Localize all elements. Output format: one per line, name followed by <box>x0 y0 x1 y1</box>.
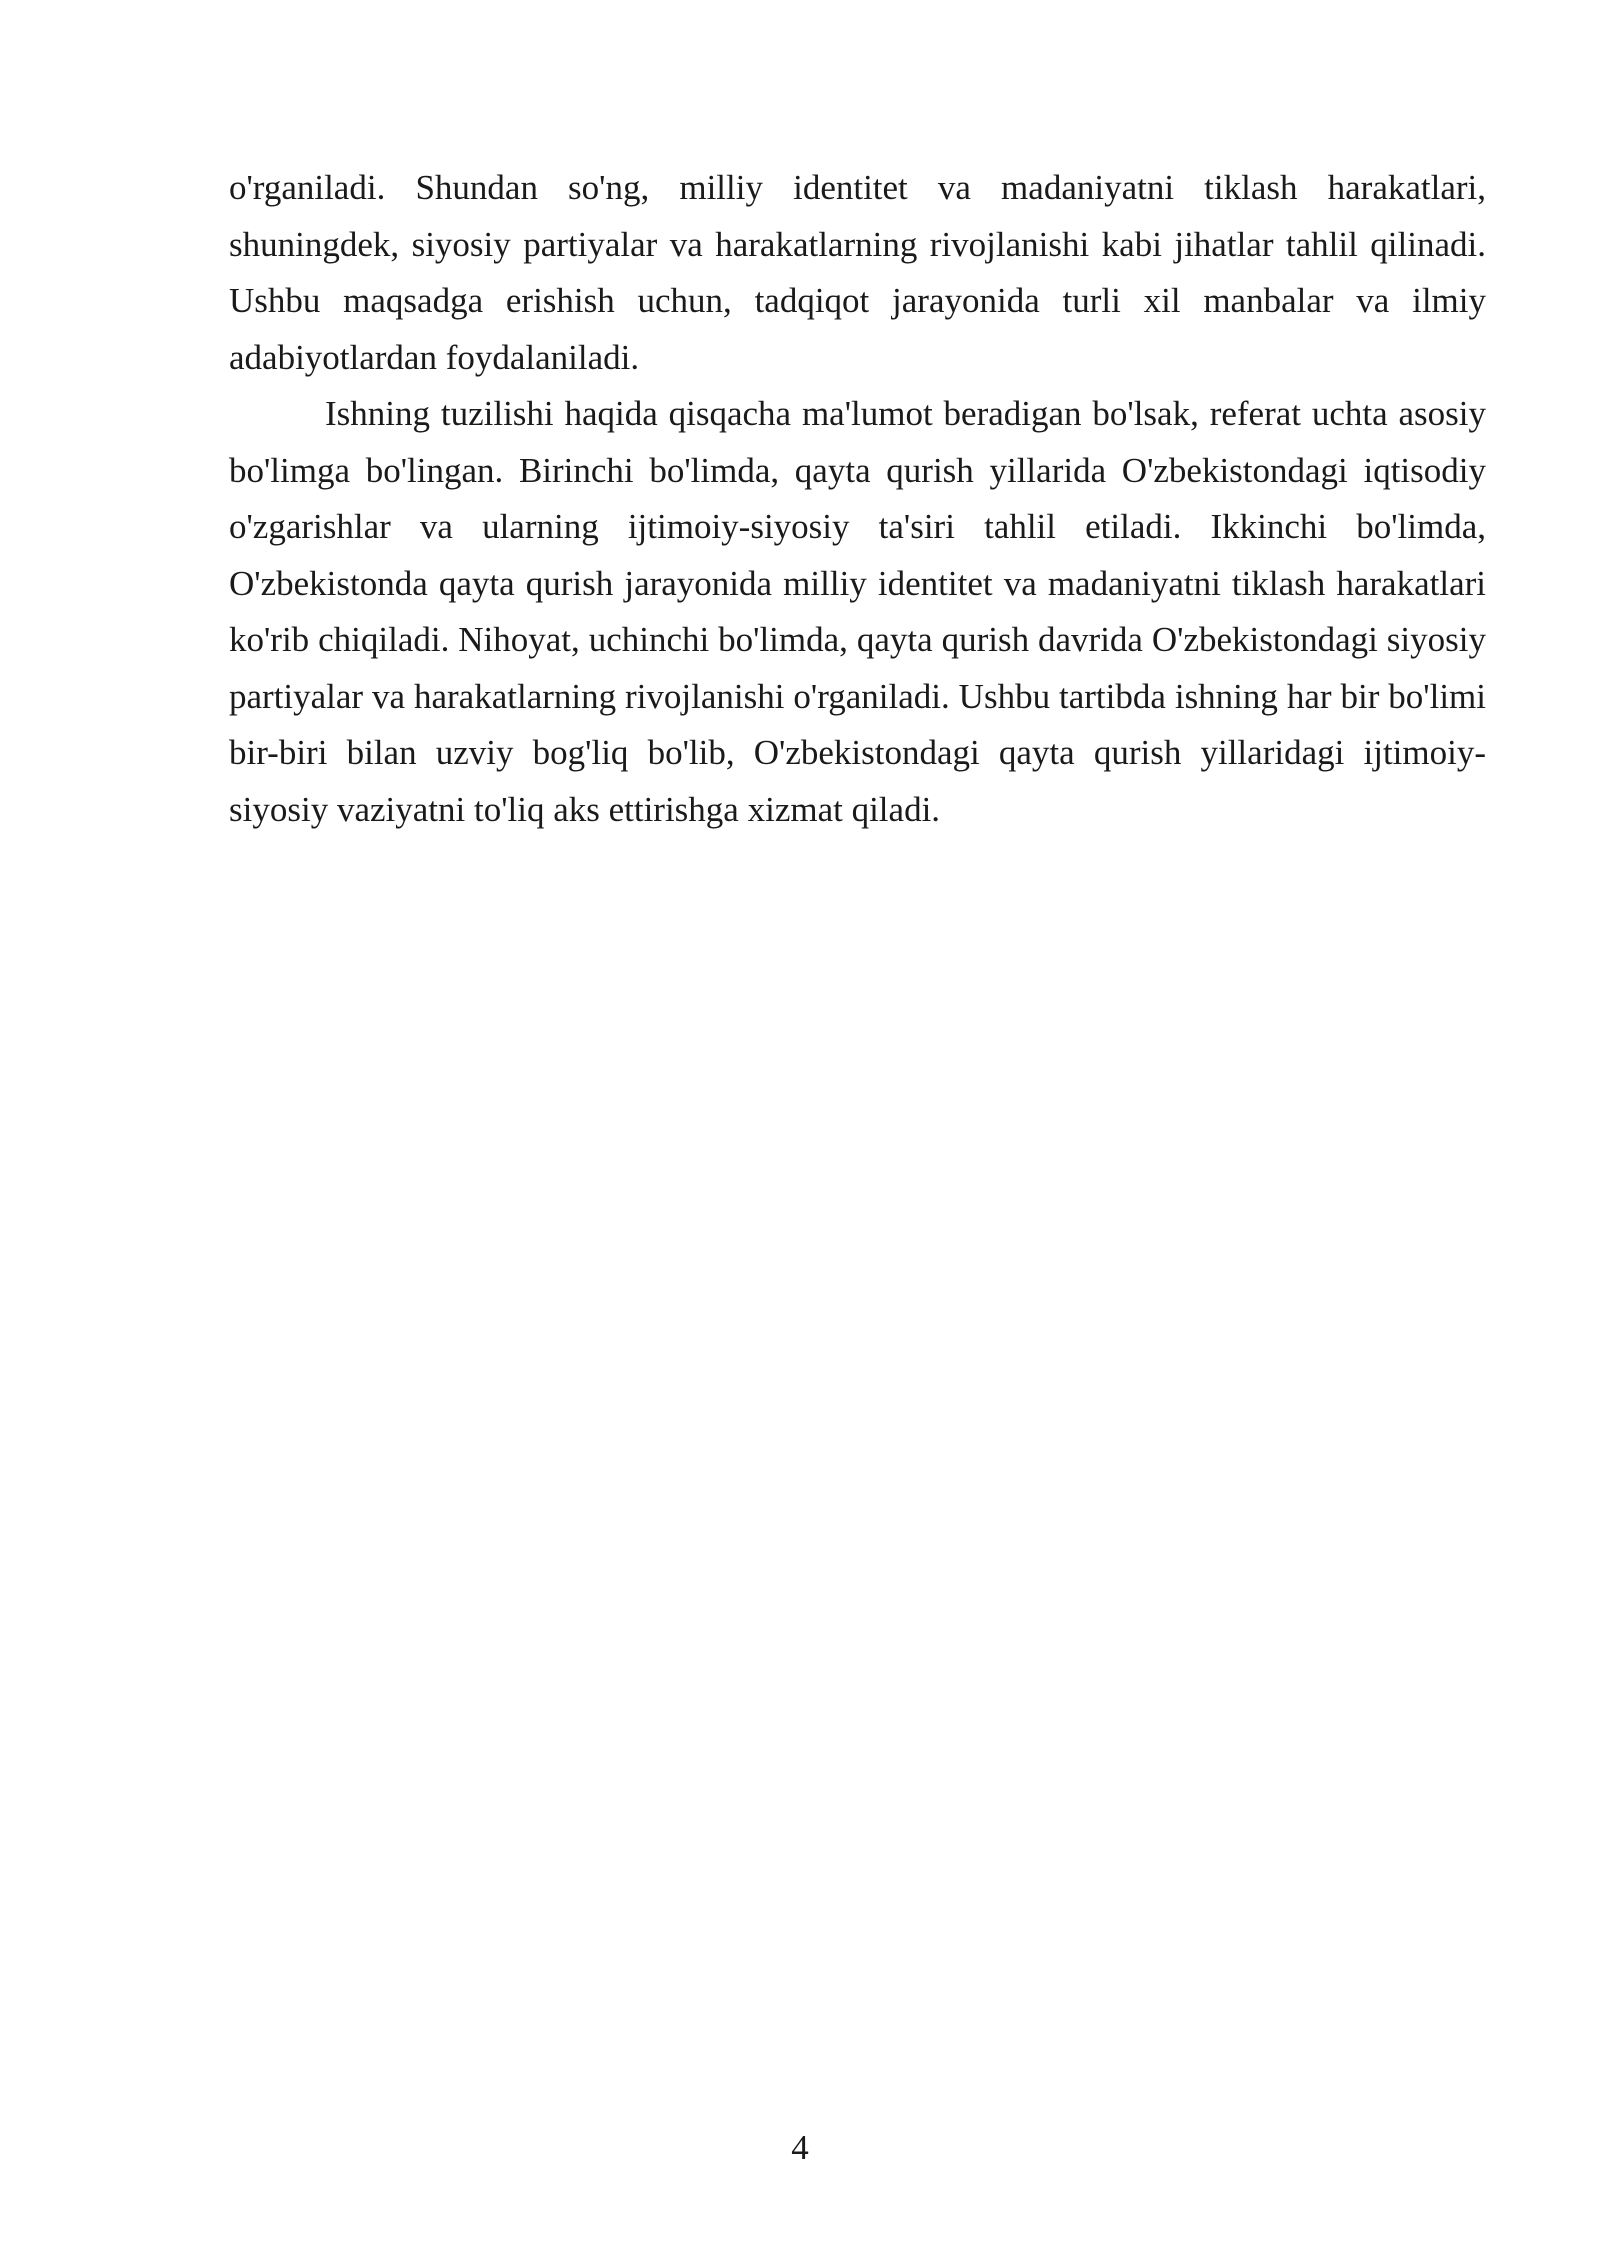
paragraph-continuation: o'rganiladi. Shundan so'ng, milliy identitet va madaniyatni tiklash harakatlari, shuningdek, siyosiy partiyalar va harakatlarning rivojlanishi kabi jihatlar tahlil qilinadi. Ushbu maqsadga erishish uchun, tadqiqot jarayonida turli xil manbalar va ilmiy adabiyotlardan foydalaniladi. <box>229 168 1486 377</box>
paragraph-structure-overview: Ishning tuzilishi haqida qisqacha ma'lumot beradigan bo'lsak, referat uchta asosiy bo'limga bo'lingan. Birinchi bo'limda, qayta qurish yillarida O'zbekistondagi iqtisodiy o'zgarishlar va ularning ijtimoiy-siyosiy ta'siri tahlil etiladi. Ikkinchi bo'limda, O'zbekistonda qayta qurish jarayonida milliy identitet va madaniyatni tiklash harakatlari ko'rib chiqiladi. Nihoyat, uchinchi bo'limda, qayta qurish davrida O'zbekistondagi siyosiy partiyalar va harakatlarning rivojlanishi o'rganiladi. Ushbu tartibda ishning har bir bo'limi bir-biri bilan uzviy bog'liq bo'lib, O'zbekistondagi qayta qurish yillaridagi ijtimoiy-siyosiy vaziyatni to'liq aks ettirishga xizmat qiladi. <box>229 394 1486 829</box>
document-body <box>229 160 1486 838</box>
page-number: 4 <box>791 2128 809 2167</box>
